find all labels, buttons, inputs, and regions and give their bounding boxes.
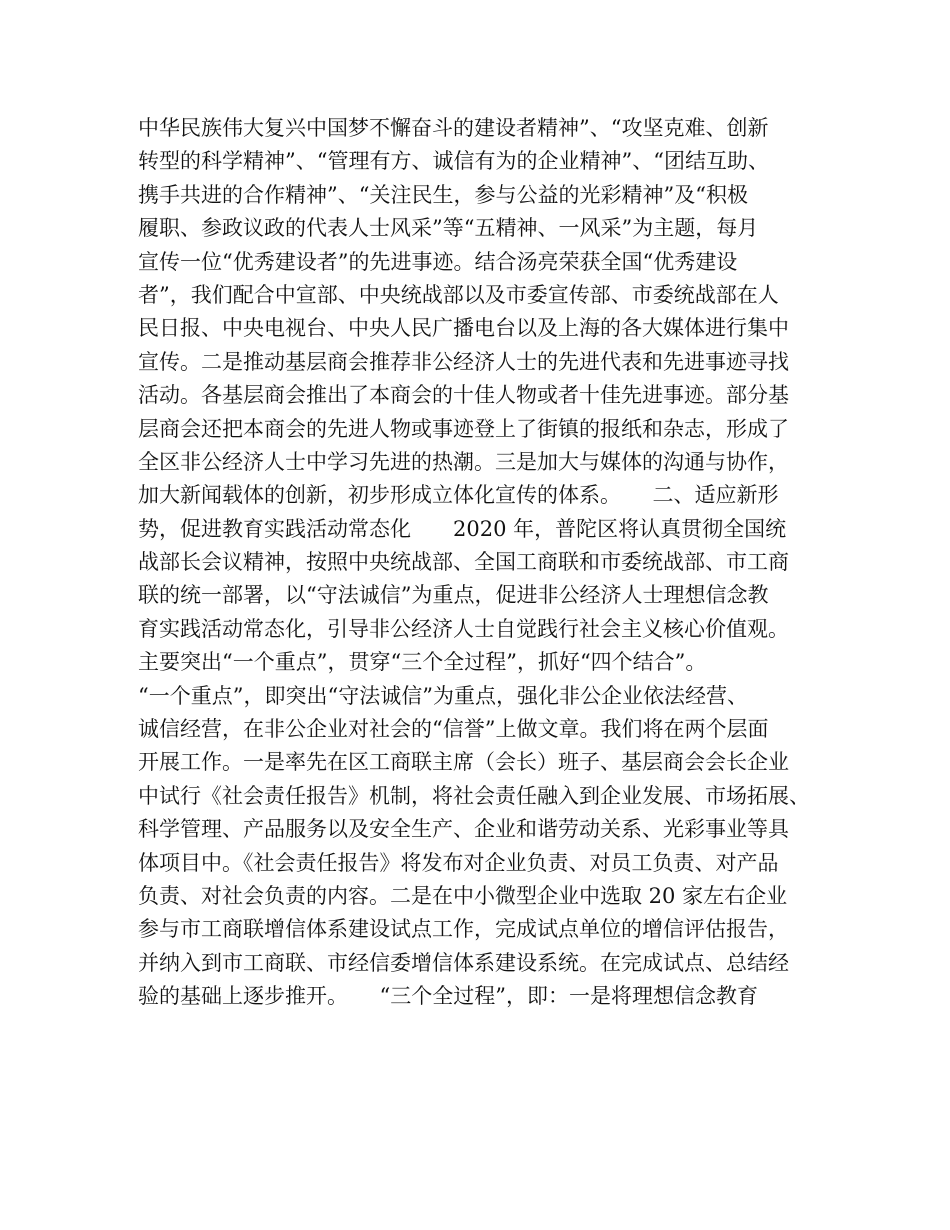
- text-line: 联的统一部署，以“守法诚信”为重点，促进非公经济人士理想信念教: [138, 583, 769, 608]
- text-line: 宣传一位“优秀建设者”的先进事迹。结合汤亮荣获全国“优秀建设: [138, 249, 738, 274]
- text-line: “一个重点”，即突出“守法诚信”为重点，强化非公企业依法经营、: [138, 683, 748, 708]
- body-text: [138, 112, 828, 1014]
- text-line: 层商会还把本商会的先进人物或事迹登上了街镇的报纸和杂志，形成了: [138, 416, 789, 441]
- text-line: 参与市工商联增信体系建设试点工作，完成试点单位的增信评估报告，: [138, 917, 789, 942]
- text-line: 者”，我们配合中宣部、中央统战部以及市委宣传部、市委统战部在人: [138, 282, 779, 307]
- text-line: 活动。各基层商会推出了本商会的十佳人物或者十佳先进事迹。部分基: [138, 383, 789, 408]
- text-line: 育实践活动常态化，引导非公经济人士自觉践行社会主义核心价值观。: [138, 616, 789, 641]
- text-line: 并纳入到市工商联、市经信委增信体系建设系统。在完成试点、总结经: [138, 950, 789, 975]
- text-line: 战部长会议精神，按照中央统战部、全国工商联和市委统战部、市工商: [138, 550, 789, 575]
- text-line: 诚信经营，在非公企业对社会的“信誉”上做文章。我们将在两个层面: [138, 717, 769, 742]
- text-line: 科学管理、产品服务以及安全生产、企业和谐劳动关系、光彩事业等具: [138, 817, 789, 842]
- text-line: 转型的科学精神”、“管理有方、诚信有为的企业精神”、“团结互助、: [138, 149, 769, 174]
- text-line: 中华民族伟大复兴中国梦不懈奋斗的建设者精神”、“攻坚克难、创新: [138, 116, 769, 140]
- text-line: 履职、参政议政的代表人士风采”等“五精神、一风采”为主题，每月: [138, 216, 759, 241]
- text-line: 携手共进的合作精神”、“关注民生，参与公益的光彩精神”及“积极: [138, 182, 748, 207]
- text-line: 加大新闻载体的创新，初步形成立体化宣传的体系。 二、适应新形: [138, 483, 779, 508]
- text-line: 开展工作。一是率先在区工商联主席（会长）班子、基层商会会长企业: [138, 750, 789, 775]
- text-line: 验的基础上逐步推开。 “三个全过程”，即：一是将理想信念教育: [138, 984, 758, 1009]
- text-line: 主要突出“一个重点”，贯穿“三个全过程”，抓好“四个结合”。: [138, 650, 707, 675]
- text-line: 体项目中。《社会责任报告》将发布对企业负责、对员工负责、对产品: [138, 850, 779, 875]
- text-line: 宣传。二是推动基层商会推荐非公经济人士的先进代表和先进事迹寻找: [138, 349, 789, 374]
- text-line: 中试行《社会责任报告》机制，将社会责任融入到企业发展、市场拓展、: [138, 783, 810, 808]
- text-line: 民日报、中央电视台、中央人民广播电台以及上海的各大媒体进行集中: [138, 316, 789, 341]
- text-line: 全区非公经济人士中学习先进的热潮。三是加大与媒体的沟通与协作，: [138, 449, 789, 474]
- text-line: 负责、对社会负责的内容。二是在中小微型企业中选取 20 家左右企业: [138, 883, 788, 908]
- text-line: 势，促进教育实践活动常态化 2020 年，普陀区将认真贯彻全国统: [138, 516, 787, 541]
